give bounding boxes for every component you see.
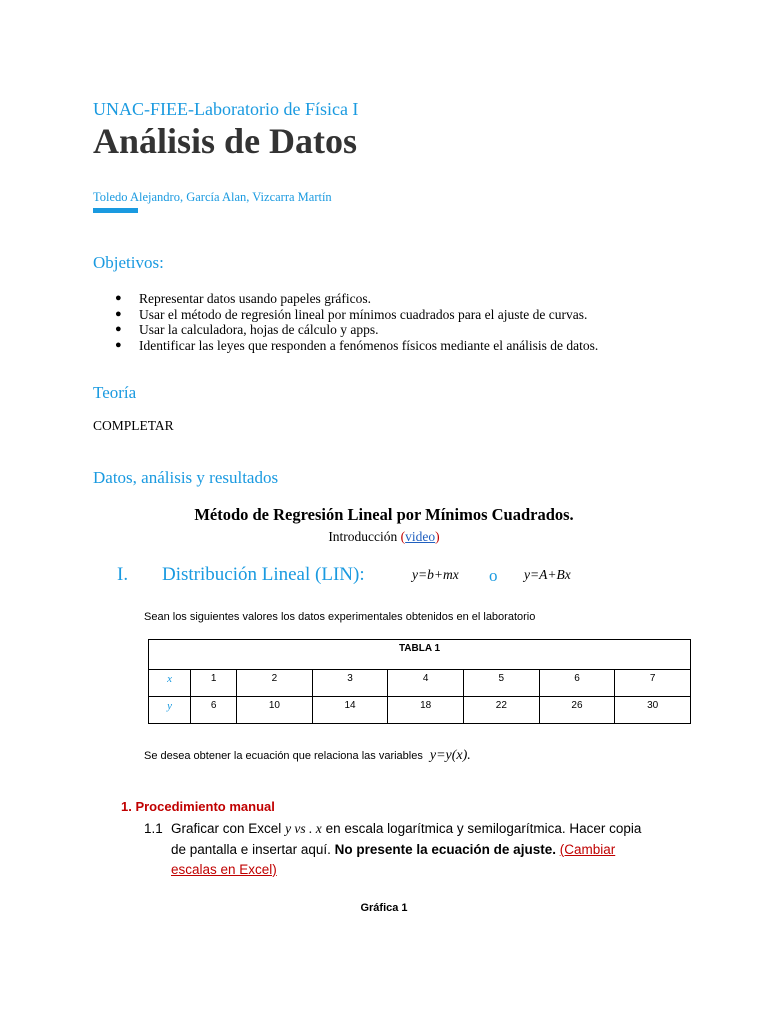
equation-2: y=A+Bx	[524, 567, 571, 582]
table-cell: 1	[191, 670, 237, 697]
x-label-cell: x	[149, 670, 191, 697]
objective-item: ● Representar datos usando papeles gráficos.	[115, 291, 598, 307]
distribution-title: Distribución Lineal (LIN):	[162, 564, 365, 585]
page-title: Análisis de Datos	[93, 121, 358, 161]
equation-1: y=b+mx	[412, 567, 459, 582]
data-sentence: Sean los siguientes valores los datos experimentales obtenidos en el laboratorio	[144, 611, 536, 623]
data-table	[148, 639, 691, 724]
objective-item: ● Usar el método de regresión lineal por mínimos cuadrados para el ajuste de curvas.	[115, 307, 598, 323]
y-label-cell: y	[149, 697, 191, 724]
intro-label: Introducción	[328, 529, 398, 544]
theory-body: COMPLETAR	[93, 418, 174, 433]
step-text-2: en escala logarítmica y semilogarítmica. Hacer copia de pantalla e insertar aquí.	[171, 821, 642, 857]
relation-text: Se desea obtener la ecuación que relaciona las variables	[144, 750, 423, 762]
table-cell: 30	[615, 697, 691, 724]
table-row	[149, 670, 691, 697]
procedure-step	[144, 819, 644, 881]
table-cell: 6	[539, 670, 615, 697]
objectives-heading: Objetivos:	[93, 253, 164, 272]
relation-equation: y=y(x).	[429, 748, 471, 763]
theory-heading: Teoría	[93, 383, 137, 402]
figure-caption: Gráfica 1	[360, 902, 408, 914]
table-cell: 5	[464, 670, 540, 697]
author-accent-bar	[93, 208, 138, 213]
table-cell: 14	[312, 697, 388, 724]
objective-item: ● Usar la calculadora, hojas de cálculo y apps.	[115, 322, 598, 338]
table-row	[149, 697, 691, 724]
table-cell: 6	[191, 697, 237, 724]
table-caption-row	[149, 640, 691, 670]
step-equation: y vs . x	[285, 821, 322, 836]
relation-line	[144, 746, 471, 764]
excel-scales-link[interactable]: (Cambiar escalas en Excel)	[171, 841, 616, 877]
table-caption: TABLA 1	[149, 640, 691, 670]
step-bold-note: No presente la ecuación de ajuste.	[334, 841, 556, 857]
method-title: Método de Regresión Lineal por Mínimos Cuadrados.	[194, 505, 574, 524]
table-cell: 18	[388, 697, 464, 724]
table-cell: 22	[464, 697, 540, 724]
results-heading: Datos, análisis y resultados	[93, 468, 279, 487]
intro-close-paren: )	[435, 529, 440, 544]
objective-item: ● Identificar las leyes que responden a fenómenos físicos mediante el análisis de datos.	[115, 338, 598, 354]
table-cell: 3	[312, 670, 388, 697]
step-text-1: Graficar con Excel	[171, 821, 282, 836]
intro-open-paren: (	[400, 529, 406, 544]
table-cell: 26	[539, 697, 615, 724]
table-cell: 2	[237, 670, 313, 697]
equation-connector: o	[489, 566, 498, 585]
lab-subtitle: UNAC-FIEE-Laboratorio de Física I	[93, 99, 359, 119]
intro-line	[0, 529, 768, 545]
step-number: 1.1	[144, 821, 163, 836]
table-cell: 4	[388, 670, 464, 697]
distribution-number: I.	[117, 564, 129, 585]
video-link[interactable]: video	[405, 529, 436, 544]
procedure-heading: 1. Procedimiento manual	[121, 799, 275, 814]
table-cell: 10	[237, 697, 313, 724]
table-cell: 7	[615, 670, 691, 697]
objectives-list	[115, 291, 598, 353]
step-body	[171, 819, 644, 881]
authors-line: Toledo Alejandro, García Alan, Vizcarra Martín	[93, 190, 332, 204]
